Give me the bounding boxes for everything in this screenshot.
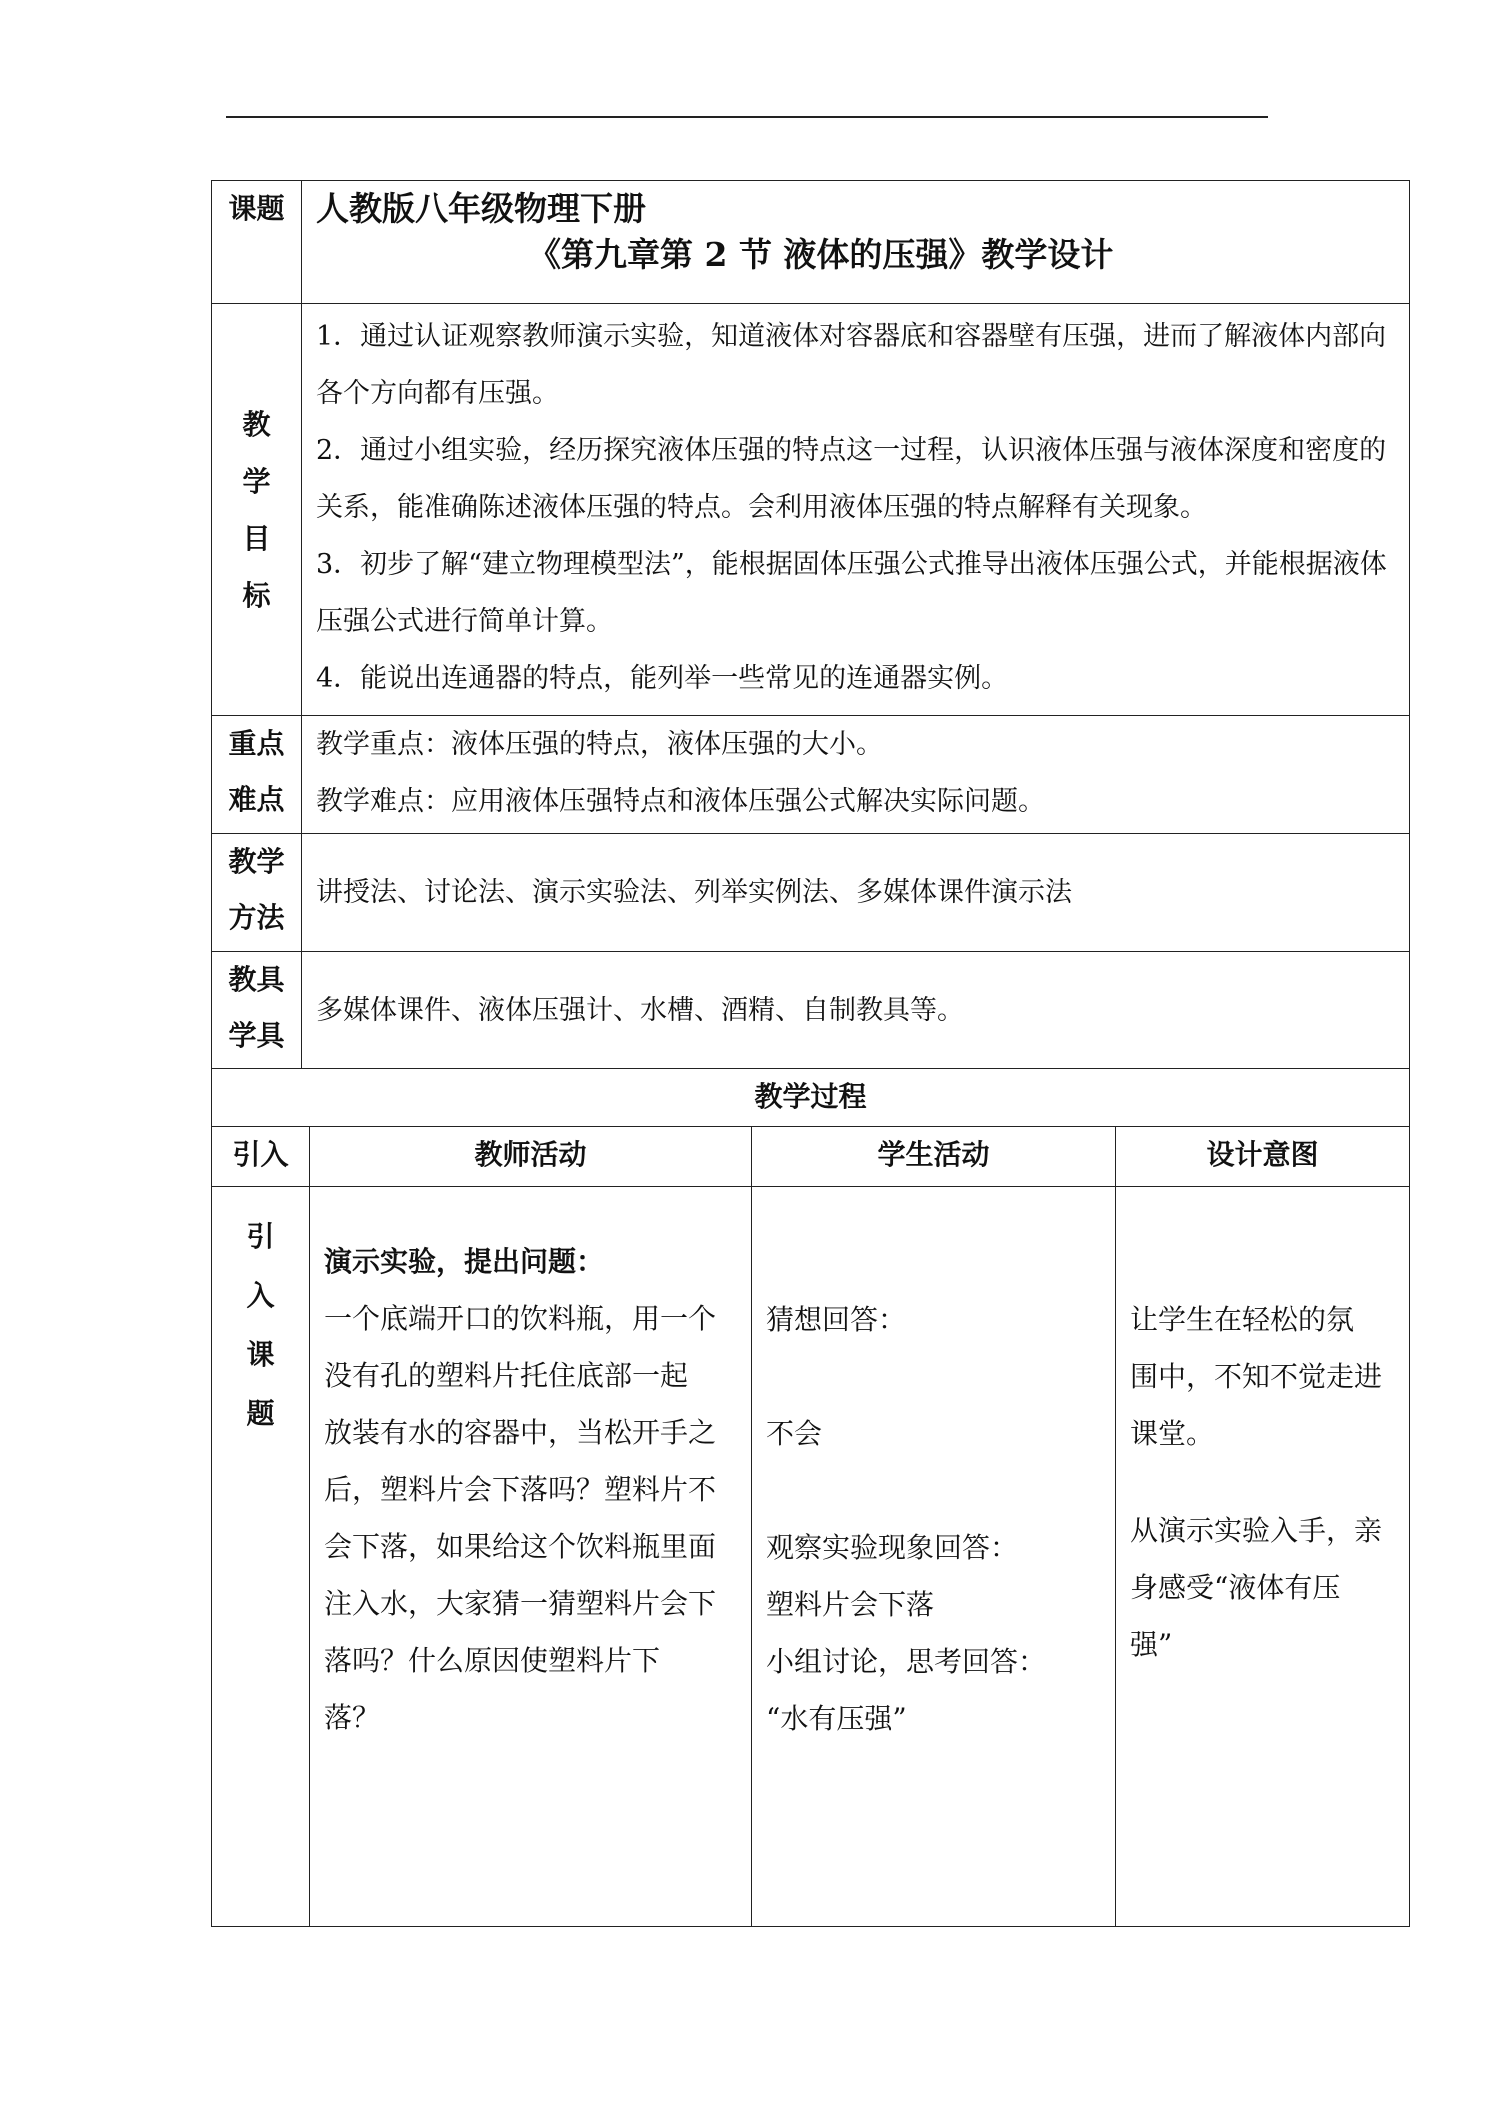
intro-row	[212, 1187, 1410, 1927]
student-answer: 不会	[766, 1417, 823, 1450]
teacher-activity-line: 一个底端开口的饮料瓶，用一个	[324, 1302, 717, 1335]
objectives-label-char: 教	[242, 407, 271, 441]
objectives-label-char: 目	[242, 521, 271, 555]
teaching-difficulty: 教学难点：应用液体压强特点和液体压强公式解决实际问题。	[316, 786, 1045, 817]
tools-label	[212, 952, 302, 1069]
intent-line: 强”	[1130, 1628, 1173, 1661]
teacher-activity-line: 放装有水的容器中，当松开手之	[324, 1416, 717, 1449]
teacher-activity-line: 落吗？什么原因使塑料片下	[324, 1644, 661, 1677]
objectives-label	[212, 304, 302, 716]
intro-label-char: 题	[246, 1397, 275, 1430]
header-teacher-activity: 教师活动	[310, 1127, 752, 1187]
keypoints-label-line: 重点	[228, 727, 285, 760]
subject-title-line2: 《第九章第 2 节 液体的压强》教学设计	[528, 235, 1114, 274]
intro-label-char: 引	[246, 1220, 275, 1253]
intent-line: 从演示实验入手，亲	[1130, 1514, 1383, 1547]
student-activity-cell	[752, 1187, 1116, 1927]
teacher-activity-line: 注入水，大家猜一猜塑料片会下	[324, 1587, 717, 1620]
teacher-activity-line: 没有孔的塑料片托住底部一起	[324, 1359, 689, 1392]
process-title: 教学过程	[212, 1069, 1410, 1127]
teacher-activity-line: 会下落，如果给这个饮料瓶里面	[324, 1530, 717, 1563]
tools-row	[212, 952, 1410, 1069]
tools-cell	[302, 952, 1410, 1069]
subject-row	[212, 181, 1410, 304]
header-student-activity: 学生活动	[752, 1127, 1116, 1187]
lesson-plan-table	[211, 180, 1410, 1927]
teacher-activity-line: 落？	[324, 1701, 381, 1734]
intro-label-char: 课	[246, 1338, 275, 1371]
student-discuss-answer: “水有压强”	[766, 1702, 907, 1735]
objective-item: 4．能说出连通器的特点，能列举一些常见的连通器实例。	[316, 663, 1009, 694]
process-header-row	[212, 1127, 1410, 1187]
objective-item: 1．通过认证观察教师演示实验，知道液体对容器底和容器壁有压强，进而了解液体内部向各个方向都有压强。	[316, 321, 1387, 409]
header-design-intent: 设计意图	[1116, 1127, 1410, 1187]
subject-title-line1: 人教版八年级物理下册	[316, 189, 646, 228]
objectives-label-char: 标	[242, 578, 271, 612]
objective-item: 3．初步了解“建立物理模型法”，能根据固体压强公式推导出液体压强公式，并能根据液体压强公式进行简单计算。	[316, 549, 1387, 637]
teaching-focus: 教学重点：液体压强的特点，液体压强的大小。	[316, 729, 883, 760]
methods-cell	[302, 834, 1410, 952]
methods-text: 讲授法、讨论法、演示实验法、列举实例法、多媒体课件演示法	[316, 877, 1072, 908]
methods-label-line: 教学	[228, 845, 285, 878]
keypoints-cell	[302, 716, 1410, 834]
process-title-row	[212, 1069, 1410, 1127]
keypoints-label	[212, 716, 302, 834]
student-guess: 猜想回答：	[766, 1303, 907, 1336]
tools-label-line: 教具	[228, 963, 285, 996]
methods-label	[212, 834, 302, 952]
header-intro: 引入	[212, 1127, 310, 1187]
teacher-activity-line: 后，塑料片会下落吗？塑料片不	[324, 1473, 717, 1506]
keypoints-label-line: 难点	[228, 783, 285, 816]
intro-label	[212, 1187, 310, 1927]
intent-line: 身感受“液体有压	[1130, 1571, 1341, 1604]
methods-row	[212, 834, 1410, 952]
intent-line: 课堂。	[1130, 1417, 1215, 1450]
teacher-activity-cell	[310, 1187, 752, 1927]
intent-line: 让学生在轻松的氛	[1130, 1303, 1355, 1336]
objectives-cell	[302, 304, 1410, 716]
subject-label: 课题	[212, 181, 302, 304]
objectives-row	[212, 304, 1410, 716]
objective-item: 2．通过小组实验，经历探究液体压强的特点这一过程，认识液体压强与液体深度和密度的关系，能准确陈述液体压强的特点。会利用液体压强的特点解释有关现象。	[316, 435, 1387, 523]
tools-text: 多媒体课件、液体压强计、水槽、酒精、自制教具等。	[316, 994, 964, 1026]
header-rule	[226, 116, 1268, 118]
student-observe-answer: 塑料片会下落	[766, 1588, 935, 1621]
subject-cell	[302, 181, 1410, 304]
intro-label-char: 入	[246, 1279, 275, 1312]
keypoints-row	[212, 716, 1410, 834]
objectives-label-char: 学	[242, 464, 271, 498]
teacher-activity-heading: 演示实验，提出问题：	[324, 1245, 605, 1278]
methods-label-line: 方法	[228, 901, 285, 934]
design-intent-cell	[1116, 1187, 1410, 1927]
tools-label-line: 学具	[228, 1019, 285, 1052]
student-discuss: 小组讨论，思考回答：	[766, 1645, 1047, 1678]
student-observe: 观察实验现象回答：	[766, 1531, 1019, 1564]
intent-line: 围中，不知不觉走进	[1130, 1360, 1383, 1393]
